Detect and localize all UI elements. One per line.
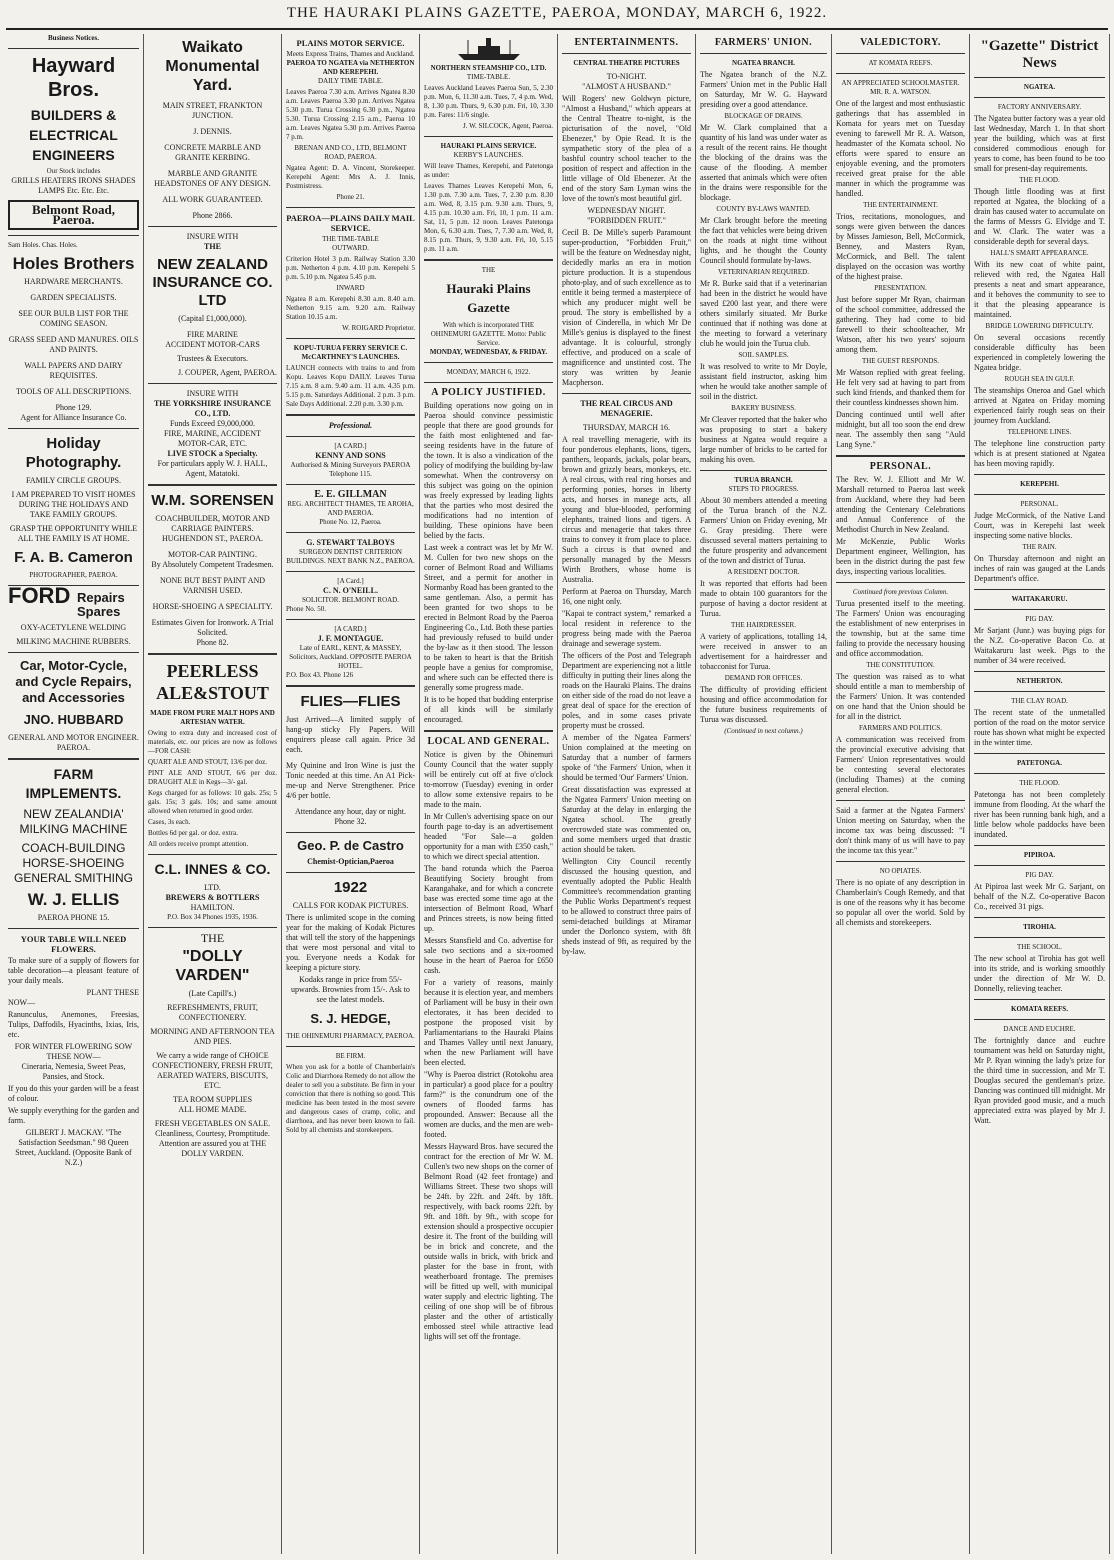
fu-offices: DEMAND FOR OFFICES. <box>724 674 803 682</box>
daily-proprietor: W. ROIGARD Proprietor. <box>342 324 415 332</box>
holes-agent: Agent for Alliance Insurance Co. <box>20 413 127 422</box>
innes-address: HAMILTON. <box>190 903 235 912</box>
circus-p6: Great dissatisfaction was expressed at the Ngatea Farmers' Union meeting on Saturday at the delay in enlarging the Ngatea school. The greatly overcrowded state was commented on, and some members urged that drastic action should be taken. <box>562 785 691 854</box>
hayward-sub1: BUILDERS & <box>30 107 117 123</box>
daily-out-body: Criterion Hotel 3 p.m. Railway Station 3.30 p.m. Netherton 4 p.m. 4.10 p.m. Kerepehi 5 p.m. 5.10 p.m. Ngatea 5.45 p.m. <box>286 255 415 281</box>
peerless-sub: MADE FROM PURE MALT HOPS AND ARTESIAN WATER. <box>150 709 275 726</box>
dolly-line6: FRESH VEGETABLES ON SALE. Cleanliness, Courtesy, Promptitude. Attention are assured you at THE DOLLY VARDEN. <box>154 1119 271 1158</box>
sorensen-line4: By Absolutely Competent Tradesmen. <box>151 560 274 569</box>
fu-p3: Mr Clark brought before the meeting the fact that vehicles were being driven on the roads at night time without lights, and he thought the County Council should formulate by-laws. <box>700 216 827 265</box>
flowers-now: NOW— <box>8 998 36 1007</box>
const-p: The question was raised as to what should entitle a man to membership of the Farmers' Union. It was contended on one hand that the Union should be for all in the district. <box>836 672 965 721</box>
pf-title: THE FLOOD. <box>1019 779 1060 787</box>
nz-couper: J. COUPER, Agent, PAEROA. <box>177 368 277 377</box>
dolly-the: THE <box>200 931 225 945</box>
motor-title: PLAINS MOTOR SERVICE. <box>296 38 405 48</box>
flowers-p2: If you do this your garden will be a feast of colour. <box>8 1084 139 1103</box>
daily-timetable: THE TIME-TABLE <box>322 235 379 243</box>
daily-outward: OUTWARD. <box>332 244 369 252</box>
kerby-body: Leaves Thames Leaves Kerepehi Mon, 6, 1.30 p.m. 7.30 a.m. Tues, 7, 2.30 p.m. 8.30 a.m. Wed, 8, 3.15 p.m. 9.30 a.m. Thurs, 9, 4.15 p.m. 10.30 a.m. Fri, 10, 1 p.m. 11 a.m. Sat, 11, 5 p.m. 12 noon. Leaves Patetonga Mon, 6, 6.30 a.m. Tues, 7, 7.30 a.m. Wed, 8, 8.15 p.m. Thurs, 9, 9.30 a.m. Fri, 10, 5.15 p.m. 11 a.m. <box>424 182 553 253</box>
flowers-list2: Cineraria, Nemesia, Sweet Peas, Pansies, and Stock. <box>21 1062 126 1081</box>
column-7 <box>832 34 970 1554</box>
hayward-address: Belmont Road, Paeroa. <box>8 200 139 230</box>
sorensen-line7: Estimates Given for Ironwork. A Trial Solicited. <box>151 618 274 637</box>
pipiroa-heading: PIPIROA. <box>1023 851 1056 859</box>
sorensen-line2: HUGHENDON ST., PAEROA. <box>161 534 264 543</box>
montague-title: J. F. MONTAGUE. <box>317 634 384 643</box>
holes-line1: HARDWARE MERCHANTS. <box>24 277 123 286</box>
flowers-winter: FOR WINTER FLOWERING SOW THESE NOW— <box>14 1042 133 1061</box>
const-title: THE CONSTITUTION. <box>866 661 935 669</box>
fu-turua: TURUA BRANCH. <box>734 476 793 484</box>
ford-logo: FORD <box>8 583 71 608</box>
ellis-sub: PAEROA PHONE 15. <box>37 913 110 922</box>
cont-prev: Continued from previous Column. <box>852 588 949 596</box>
yorks-funds: Funds Exceed £9,000,000. <box>169 419 256 428</box>
flies-phone: Phone 32. <box>334 817 367 826</box>
motor-route: PAEROA TO NGATEA via NETHERTON AND KEREPEHI. <box>286 59 415 76</box>
circus-p2: Perform at Paeroa on Thursday, March 16, one night only. <box>562 587 691 606</box>
flowers-plant: PLANT THESE <box>86 988 139 997</box>
dolly-line2: MORNING AND AFTERNOON TEA AND PIES. <box>150 1027 275 1046</box>
local-p7: Messrs Hayward Bros. have secured the contract for the erection of Mr W. M. Cullen's two new shops on the corner of Belmont Road (42 feet frontage) and Williams Street. These two shops will be 24ft. by 22ft. and 24ft. by 18ft. respectively, with back rooms 22ft. by 9ft. and 18ft. by 9ft., with scope for extension should a prospective occupier desire it. The front of the building will be in brick and concrete, and the outside walls in brick, with brick and plaster for the base in front, with weatherboard frontage. The premises will be fitted up well, with municipal water supply and electric lighting. The ceiling of one shop will be of fibrous plaster and the other of artistically embossed steel while attractive lead lights will set off the frontage. <box>424 1142 553 1341</box>
column-6 <box>696 34 832 1554</box>
montague-box: P.O. Box 43. Phone 126 <box>286 671 354 679</box>
hayward-stock: Our Stock includes <box>46 167 101 175</box>
dance-p: The fortnightly dance and euchre tournament was held on Saturday night, Mr P. Ryan winning the lady's prize for the third time in succession, and Mr T. Douglas secured the gentleman's prize. Dancing was continued till midnight. Mr Ryan provided good music, and a much appreciated extra was played by Mr J. Watt. <box>974 1036 1105 1125</box>
daily-title: PAEROA—PLAINS DAILY MAIL SERVICE. <box>286 213 415 233</box>
fu-p10: The difficulty of providing efficient housing and office accommodation for the future business requirements of Turua was discussed. <box>700 685 827 724</box>
innes-box: P.O. Box 34 Phones 1935, 1936. <box>167 913 258 921</box>
fu-vet: VETERINARIAN REQUIRED. <box>718 268 809 276</box>
circus-p1: A real travelling menagerie, with its four ponderous elephants, lions, tigers, panthers, leopards, jackals, polar bears, brown and grizzly bears, monkeys, etc. A real circus, with real ring horses and performing ponies, horses in liberty acts, and horses in manege acts, all young and blue-blooded, performing elephants, trained lions and tigers. A circus and menagerie that takes three trains to convey it from place to place. Such a circus is that owned and personally managed by the Messrs Wirth Brothers, whose home is Australia. <box>562 435 691 584</box>
fp-p2: Said a farmer at the Ngatea Farmers' Union meeting on Saturday, when the income tax was being discussed: "I don't think many of us will have to pay the income tax this year." <box>836 806 965 855</box>
innes-title: C.L. INNES & CO. <box>154 861 271 877</box>
nz-fire: FIRE MARINE <box>187 330 238 339</box>
photo-title: Holiday Photography. <box>25 435 122 471</box>
fu-p8: It was reported that efforts had been made to obtain 100 guarantors for the purpose of having a doctor resident at Turua. <box>700 579 827 618</box>
fu-doctor: A RESIDENT DOCTOR. <box>727 568 800 576</box>
flood-title: THE FLOOD. <box>1019 176 1060 184</box>
ent-p2: Cecil B. De Mille's superb Paramount super-production, "Forbidden Fruit," will be the feature on Wednesday night, decidedly marks an era in motion picture production. It is a stupendous photo-play, and of such excellence as to entitle it being termed a masterpiece of which any producer might well be proud. The story is embellished by a vision of Cinderella, in which Mr De Mille's genius is displayed to the finest advantage. It is colourful, strongly effective, and produced on a scale of magnificence and unstinted cost. The story was written by Jeanie Macpherson. <box>562 228 691 387</box>
yorks-line3: For particulars apply W. J. HALL, Agent, Matatoki. <box>157 459 268 478</box>
fu-soil: SOIL SAMPLES. <box>738 351 789 359</box>
oneill-title: C. N. O'NEILL. <box>323 586 378 595</box>
val-title: VALEDICTORY. <box>860 37 941 48</box>
yorks-line2: LIVE STOCK a Specialty. <box>167 449 258 458</box>
ent-film2: "FORBIDDEN FRUIT." <box>587 216 666 225</box>
val-sub: AT KOMATA REEFS. <box>868 59 933 67</box>
val-p5: Dancing continued until well after midnight, but all too soon the end drew near. The assembly then sang "Auld Lang Syne." <box>836 410 965 449</box>
fu-p7: About 30 members attended a meeting of the Turua branch of the N.Z. Farmers' Union on Friday evening, Mr G. Gray presiding. There were discussed several matters pertaining to the future prosperity and advancement of the town and district of Turua. <box>700 496 827 565</box>
ent-tonight: TO-NIGHT. <box>606 72 647 81</box>
mackay: GILBERT J. MACKAY. "The Satisfaction Seedsman." 98 Queen Street, Auckland. (Opposite Bank of N.Z.) <box>15 1128 132 1167</box>
castro-sub: Chemist-Optician,Paeroa <box>307 857 394 866</box>
ship-title: NORTHERN STEAMSHIP CO., LTD. <box>430 64 547 72</box>
val-name: MR. R. A. WATSON. <box>870 88 931 96</box>
fu-p1: The Ngatea branch of the N.Z. Farmers' Union met in the Public Hall on Saturday, Mr W. G. Hayward presiding over a good attendance. <box>700 70 827 109</box>
fu-continued: (Continued in next column.) <box>724 727 803 735</box>
column-2 <box>144 34 282 1554</box>
val-ent: THE ENTERTAINMENT. <box>863 201 938 209</box>
holes-line5: WALL PAPERS AND DAIRY REQUISITES. <box>24 361 123 380</box>
sorensen-line1: COACHBUILDER, MOTOR AND CARRIAGE PAINTERS. <box>155 514 270 533</box>
tel-title: TELEPHONE LINES. <box>1007 428 1072 436</box>
flood-p: Though little flooding was at first reported at Ngatea, the blocking of a drain has caused water to accumulate on the farms of Messrs G. Elvidge and T. and W. Clark. The water was a considerable depth for several days. <box>974 187 1105 246</box>
waikato-line3: ALL WORK GUARANTEED. <box>162 195 263 204</box>
ellis-title: W. J. ELLIS <box>27 890 120 909</box>
val-pres: PRESENTATION. <box>874 284 927 292</box>
paper-title: Hauraki Plains Gazette <box>446 281 531 315</box>
kodak-sub: CALLS FOR KODAK PICTURES. <box>292 901 409 910</box>
fp-p: A communication was received from the provincial executive advising that Farmers' Union representatives would be contesting several electorates (including Thames) at the coming general election. <box>836 735 965 794</box>
circus-p7: Wellington City Council recently discussed the housing question, and eventually adopted the Public Health Committee's recommendation granting the Public Works Department's request to be allowed to construct three pairs of semi-detached buildings at Miramar under the Dorlonco system, with 8ft sheds instead of 9ft, as required by the by-law. <box>562 857 691 956</box>
tirohia-heading: TIROHIA. <box>1023 923 1056 931</box>
kp-p: Judge McCormick, of the Native Land Court, was in Kerepehi last week inspecting some native blocks. <box>974 511 1105 540</box>
sorensen-line3: MOTOR-CAR PAINTING. <box>168 550 257 559</box>
talboys-title: G. STEWART TALBOYS <box>306 538 395 547</box>
ship-body: Leaves Auckland Leaves Paeroa Sun, 5, 2.30 p.m. Mon, 6, 11.30 a.m. Tues, 7, 4 p.m. Wed, 8, 1.30 p.m. Thurs, 9, 6.30 p.m. Fri, 10, 3.30 p.m. Fares: 11/6 single. <box>424 84 553 119</box>
gillman-phone: Phone No. 12, Paeroa. <box>319 518 382 526</box>
firm-title: BE FIRM. <box>335 1052 366 1060</box>
val-p4: Mr Watson replied with great feeling. He felt very sad at having to part from such kind friends, and thanked them for their countless kindnesses shown him. <box>836 368 965 407</box>
val-sub2: AN APPRECIATED SCHOOLMASTER. <box>841 79 960 87</box>
nz-the: THE <box>204 242 221 251</box>
cameron-sub: PHOTOGRAPHER, PAEROA. <box>29 571 118 579</box>
local-p1: Notice is given by the Ohinemuri County Council that the water supply will be entirely cut off at five o'clock to-morrow (Tuesday) evening in order to allow some extensive repairs to be made to the main. <box>424 750 553 809</box>
holes-line4: GRASS SEED AND MANURES. OILS AND PAINTS. <box>8 335 139 354</box>
kerby-title: HAURAKI PLAINS SERVICE. <box>440 142 537 150</box>
clay-p: The recent state of the unmetalled portion of the road on the motor service route has shown what might be expected in the winter time. <box>974 708 1105 747</box>
paper-date: MONDAY, MARCH 6, 1922. <box>446 368 531 376</box>
kp-title: PERSONAL. <box>1020 500 1059 508</box>
talboys-sub: SURGEON DENTIST CRITERION BUILDINGS. NEXT BANK N.Z., PAEROA. <box>286 548 415 565</box>
yorks-title: THE YORKSHIRE INSURANCE CO., LTD. <box>153 399 272 418</box>
bridge-title: BRIDGE LOWERING DIFFICULTY. <box>985 322 1094 330</box>
peerless-p2: QUART ALE AND STOUT, 13/6 per doz. <box>148 758 267 766</box>
kenny-title: KENNY AND SONS <box>315 451 386 460</box>
montague-sub: Late of EARL, KENT, & MASSEY, Solicitors, Auckland. OPPOSITE PAEROA HOTEL. <box>289 644 412 670</box>
fu-p9: A variety of applications, totalling 14, were received in answer to an advertisement for a hairdresser and tobacconist for Turua. <box>700 632 827 671</box>
peerless-p4: Kegs charged for as follows: 10 gals. 25s; 5 gals. 15s; 3 gals. 10s; and same amount allowed when returned in good order. <box>148 789 277 815</box>
fu-title: FARMERS' UNION. <box>714 37 813 48</box>
waikato-address: MAIN STREET, FRANKTON JUNCTION. <box>162 101 263 120</box>
dance-title: DANCE AND EUCHRE. <box>1003 1025 1076 1033</box>
news-title: "Gazette" District News <box>980 38 1099 71</box>
farm-title: FARM IMPLEMENTS. <box>25 766 122 801</box>
holes-line3: SEE OUR BULB LIST FOR THE COMING SEASON. <box>18 309 129 328</box>
circus-title: THE REAL CIRCUS AND MENAGERIE. <box>580 399 673 418</box>
ferry-title: KOPU-TURUA FERRY SERVICE C. McCARTHNEY'S LAUNCHES. <box>293 344 408 361</box>
waikato-phone: Phone 2866. <box>192 211 233 220</box>
school-p: The new school at Tirohia has got well into its stride, and is working smoothly under the direction of Mr W. D. Donnelly, relieving teacher. <box>974 954 1105 993</box>
tel-p: The telephone line construction party which is at present stationed at Ngatea has been moving rapidly. <box>974 439 1105 468</box>
peerless-p6: Bottles 6d per gal. or doz. extra. <box>148 829 239 837</box>
dolly-line3: We carry a wide range of CHOICE CONFECTIONERY, FRESH FRUIT, AERATED WATERS, BISCUITS, ETC. <box>152 1051 273 1090</box>
ford-repairs: Repairs Spares <box>77 590 125 619</box>
ent-p1: Will Rogers' new Goldwyn picture, "Almost a Husband," which appears at the Central Theatre to-night, is the picturisation of the novel, "Old Ebenezer," by Opie Read. It is the sympathetic story of the plea of a bashful country school teacher to the position of respect and affection in the little village of Old Ebenezer. At the end of the story Sam Lyman wins the love of the town's most beautiful girl. <box>562 94 691 203</box>
column-3 <box>282 34 420 1554</box>
photo-line2: I AM PREPARED TO VISIT HOMES DURING THE HOLIDAYS AND TAKE FAMILY GROUPS. <box>11 490 136 519</box>
hayward-sub2: ELECTRICAL <box>29 127 118 143</box>
ngatea-heading: NGATEA. <box>1023 83 1056 91</box>
card3: [A CARD.] <box>334 625 367 633</box>
flies-p1: Just Arrived—A limited supply of hang-up sticky Fly Papers. Will enquirers please call again. Price 3d each. <box>286 715 415 754</box>
column-4 <box>420 34 558 1554</box>
flies-p3: Attendance any hour, day or night. <box>295 807 406 816</box>
school-title: THE SCHOOL. <box>1016 943 1063 951</box>
column-8 <box>970 34 1110 1554</box>
fu-bakery: BAKERY BUSINESS. <box>731 404 796 412</box>
pers-p1: The Rev. W. J. Elliott and Mr W. Marshall returned to Paeroa last week from Auckland, where they had been attending the Centenary Celebrations and Annual Conference of the Methodist Church in New Zealand. <box>836 475 965 534</box>
card2: [A Card.] <box>337 577 364 585</box>
rain-title: THE RAIN. <box>1022 543 1057 551</box>
ship-timetable: TIME-TABLE. <box>466 73 511 81</box>
local-p4: Messrs Stansfield and Co. advertise for sale two sections and a six-roomed house in the heart of Paeroa for £650 cash. <box>424 936 553 975</box>
local-p6: "Why is Paeroa district (Rotokohu area in particular) a good place for a poultry farm?" is the conundrum one of the owners of flooded farms has propounded. Answer: Because all the women are ducks, and the men are web-footed. <box>424 1070 553 1139</box>
fu-p4: Mr R. Burke said that if a veterinarian had been in the district he would have saved £200 last year, and there were others similarly situated. Mr Burke continued that if nothing was done at the meeting to forward a veterinary club he would join the Turua club. <box>700 279 827 348</box>
kenny-phone: Telephone 115. <box>329 470 372 478</box>
paper-sub: With which is incorporated THE OHINEMURI GAZETTE. Motto: Public Service. <box>430 321 547 347</box>
local-p3: The band rotunda which the Paeroa Beautifying Society brought from Karangahake, and for which a concrete base was erected some time ago at the intersection of Belmont Road, Wharf and Princes streets, is now being fitted up. <box>424 864 553 933</box>
sorensen-line5: NONE BUT BEST PAINT AND VARNISH USED. <box>159 576 266 595</box>
oneill-phone: Phone No. 50. <box>286 605 327 613</box>
kodak-year: 1922 <box>333 879 368 896</box>
ent-title: ENTERTAINMENTS. <box>574 37 679 48</box>
sorensen-phone: Phone 82. <box>196 638 229 647</box>
dolly-line4: TEA ROOM SUPPLIES <box>172 1095 253 1104</box>
pig-title: PIG DAY. <box>1025 615 1054 623</box>
masthead-rule <box>6 28 1108 30</box>
masthead: THE HAURAKI PLAINS GAZETTE, PAEROA, MONDAY, MARCH 6, 1922. <box>286 5 828 21</box>
ford-line2: MILKING MACHINE RUBBERS. <box>16 637 131 646</box>
holes-line2: GARDEN SPECIALISTS. <box>30 293 117 302</box>
daily-inward: INWARD <box>336 284 365 292</box>
nz-title: NEW ZEALAND INSURANCE CO. LTD <box>152 256 273 309</box>
dolly-line5: ALL HOME MADE. <box>178 1105 247 1114</box>
peerless-p7: All orders receive prompt attention. <box>148 840 249 848</box>
fu-hair: THE HAIRDRESSER. <box>731 621 796 629</box>
flowers-p3: We supply everything for the garden and farm. <box>8 1106 139 1125</box>
car-title: Car, Motor-Cycle, and Cycle Repairs, and Accessories <box>15 658 132 705</box>
val-p2: Trios, recitations, monologues, and songs were given between the dances by Misses Jamieson, Bell, McCormick, Benney, and Masters Ryan, McCormick, and Bell. The talent displayed on the occasion was worthy of the highest praise. <box>836 212 965 281</box>
sorensen-line6: HORSE-SHOEING A SPECIALITY. <box>152 602 273 611</box>
peerless-p5: Cases, 3s each. <box>148 818 191 826</box>
motor-agent: Ngatea Agent: D. A. Vincent, Storekeeper. Kerepehi Agent: Mrs A. J. Innis, Postmistress. <box>286 164 415 190</box>
kerby-p: Will leave Thames, Kerepehi, and Patetonga as under: <box>424 162 553 179</box>
gillman-title: E. E. GILLMAN <box>314 489 387 500</box>
motor-owners: BRENAN AND CO., LTD, BELMONT ROAD, PAEROA. <box>294 144 407 161</box>
business-notices-heading: Business Notices. <box>48 34 99 42</box>
holes-line6: TOOLS OF ALL DESCRIPTIONS. <box>15 387 132 396</box>
circus-p3: "Kapai te contract system," remarked a local resident in reference to the progress being made with the Paeroa drainage and sewerage system. <box>562 609 691 648</box>
val-p1: One of the largest and most enthusiastic gatherings that has assembled in Komata for years met on Tuesday evening to farewell Mr R. A. Watson, headmaster of the Komata school. No efforts were spared to ensure an enjoyable evening, and the promoters received great praise for the able manner in which the programme was handled. <box>836 99 965 198</box>
kodak-p1: There is unlimited scope in the coming year for the making of Kodak Pictures that will tell the story of the happenings that were most personal and vital to you. Everyone needs a Kodak for keeping a picture story. <box>286 913 415 972</box>
motor-sub: Meets Express Trains, Thames and Auckland. <box>286 50 415 58</box>
farm-line2: COACH-BUILDING HORSE-SHOEING GENERAL SMITHING <box>14 841 133 885</box>
innes-ltd: LTD. <box>204 883 221 892</box>
dolly-line1: REFRESHMENTS, FRUIT, CONFECTIONERY. <box>167 1003 258 1022</box>
ship-agent: J. W. SILCOCK, Agent, Paeroa. <box>462 122 553 130</box>
yorks-insure: INSURE WITH <box>186 389 239 398</box>
waikato-line1: CONCRETE MARBLE AND GRANITE KERBING. <box>164 143 261 162</box>
holes-phone: Phone 129. <box>55 403 92 412</box>
hubbard-sub: GENERAL AND MOTOR ENGINEER. PAEROA. <box>8 733 139 752</box>
flowers-title: YOUR TABLE WILL NEED FLOWERS. <box>20 934 127 954</box>
fu-p6: Mr Cleaver reported that the baker who was proposing to start a bakery business at Ngatea would require a large number of bricks to be carted for making his oven. <box>700 415 827 464</box>
opiates-p: There is no opiate of any description in Chamberlain's Cough Remedy, and that is one of the reasons why it has become so popular all over the world. Sold by all chemists and storekeepers. <box>836 878 965 927</box>
photo-line3: GRASP THE OPPORTUNITY WHILE ALL THE FAMILY IS AT HOME. <box>9 524 138 543</box>
peerless-p3: PINT ALE AND STOUT, 6/6 per doz. DRAUGHT ALE in Kegs—3/- gal. <box>148 769 277 786</box>
fu-p2: Mr W. Clark complained that a quantity of his land was under water as a result of the recent rains. He thought the blocking of the drains was the cause of the flooding. A member asserted that animals which were often in the drains were responsible for the blockage. <box>700 123 827 202</box>
motor-phone: Phone 21. <box>336 193 365 201</box>
cont-p1: Turua presented itself to the meeting. The Farmers' Union was encouraging the establishment of new enterprises in the township, but at the same time failing to provide the necessary housing and office accommodation. <box>836 599 965 658</box>
fu-drains: BLOCKAGE OF DRAINS. <box>724 112 803 120</box>
motor-timetable: DAILY TIME TABLE. <box>318 77 383 85</box>
hall-title: HALL'S SMART APPEARANCE. <box>990 249 1089 257</box>
farm-line1: NEW ZEALANDIA' MILKING MACHINE <box>19 807 128 836</box>
kerepehi-heading: KEREPEHI. <box>1020 480 1059 488</box>
nz-capital: (Capital £1,000,000). <box>178 314 247 323</box>
hayward-title: Hayward Bros. <box>31 55 116 101</box>
circus-p4: The officers of the Post and Telegraph Department are experiencing not a little difficulty in putting their lines along the roads on the Hauraki Plains. The drains on either side of the road do not leave a great deal of space for the erection of poles, and in some cases private property must be crossed. <box>562 651 691 730</box>
pp-p: At Pipiroa last week Mr G. Sarjant, on behalf of the N.Z. Co-operative Bacon Co., received 31 pigs. <box>974 882 1105 911</box>
ent-sub: CENTRAL THEATRE PICTURES <box>573 59 680 67</box>
dolly-sub: (Late Capill's.) <box>188 989 237 998</box>
flies-p2: My Quinine and Iron Wine is just the Tonic needed at this time. An A1 Pick-me-up and Nerve Strengthener. Price 4/6 per bottle. <box>286 761 415 800</box>
policy-title: A POLICY JUSTIFIED. <box>431 387 546 398</box>
clay-title: THE CLAY ROAD. <box>1011 697 1068 705</box>
local-title: LOCAL AND GENERAL. <box>427 736 550 747</box>
hedge-title: S. J. HEDGE, <box>310 1011 391 1026</box>
motor-body: Leaves Paeroa 7.30 a.m. Arrives Ngatea 8.30 a.m. Leaves Paeroa 3.30 p.m. Arrives Ngatea 5.30 p.m. Turua Crossing 6.30 p.m., Ngatea 5.30. Turua Crossing 2.15 a.m., Paeroa 10 a.m. Leaves Ngatea 5.30 p.m. Arrives Paeroa 7 p.m. <box>286 88 415 141</box>
rain-p: On Thursday afternoon and night an inches of rain was gauged at the Lands Department's office. <box>974 554 1105 583</box>
dolly-title: "DOLLY VARDEN" <box>175 948 250 984</box>
nz-trustees: Trustees & Executors. <box>176 354 249 363</box>
circus-date: THURSDAY, MARCH 16. <box>582 423 671 432</box>
paper-the: THE <box>481 266 496 274</box>
flowers-p1: To make sure of a supply of flowers for table decoration—a pleasant feature of your daily meals. <box>8 956 139 985</box>
local-p2: In Mr Cullen's advertising space on our fourth page to-day is an advertisement headed "For Sale—a golden opportunity for a man with £350 cash," to which we direct special attention. <box>424 812 553 861</box>
factory-title: FACTORY ANNIVERSARY. <box>997 103 1082 111</box>
fp-title: FARMERS AND POLITICS. <box>859 724 942 732</box>
cameron-title: F. A. B. Cameron <box>14 549 133 566</box>
pp-title: PIG DAY. <box>1025 871 1054 879</box>
waikato-line2: MARBLE AND GRANITE HEADSTONES OF ANY DESIGN. <box>154 169 271 188</box>
holes-title: Holes Brothers <box>12 254 135 273</box>
pig-p: Mr Sarjant (Junr.) was buying pigs for the N.Z. Co-operative Bacon Co. at Waitakaruru last week. Pigs to the number of 34 were received. <box>974 626 1105 665</box>
val-guest: THE GUEST RESPONDS. <box>861 357 940 365</box>
hayward-items: GRILLS HEATERS IRONS SHADES LAMPS Etc. Etc. Etc. <box>11 176 136 195</box>
ent-film1: "ALMOST A HUSBAND." <box>582 82 671 91</box>
ferry-body: LAUNCH connects with trains to and from Kopu. Leaves Kopu DAILY. Leaves Turua 7.15 a.m. 8 a.m. 9.40 a.m. 11 a.m. 4.35 p.m. 5.15 p.m. Saturdays Additional. 2 p.m. 3 p.m. Sale Days Additional. 2.20 p.m. 3.30 p.m. <box>286 364 415 408</box>
professional-heading: Professional. <box>328 421 373 430</box>
firm-p: When you ask for a bottle of Chamberlain's Colic and Diarrhoea Remedy do not allow the dealer to sell you a substitute. Be firm in your conviction that there is nothing so good. This medicine has been tested in the most severe and dangerous cases of cramp, colic, and diarrhoea, and has never been known to fail. Sold by all chemists and storekeepers. <box>286 1063 415 1134</box>
holes-names: Sam Holes. Chas. Holes. <box>8 241 78 249</box>
kenny-sub: Authorised & Mining Surveyors PAEROA <box>290 461 411 469</box>
policy-p3: It is to be hoped that budding enterprise of all kinds will be similarly encouraged. <box>424 695 553 724</box>
innes-sub: BREWERS & BOTTLERS <box>165 893 260 902</box>
flies-title: FLIES—FLIES <box>300 693 401 710</box>
fu-progress: STEPS TO PROGRESS. <box>728 485 799 493</box>
hall-p: With its new coat of white paint, relieved with red, the Ngatea Hall presents a neat and smart appearance, and it behoves the community to see to it that the pleasing appearance is maintained. <box>974 260 1105 319</box>
card1: [A CARD.] <box>334 442 367 450</box>
hedge-sub: THE OHINEMURI PHARMACY, PAEROA. <box>286 1032 415 1040</box>
sorensen-title: W.M. SORENSEN <box>151 492 274 509</box>
nz-accident: ACCIDENT MOTOR-CARS <box>165 340 260 349</box>
patetonga-heading: PATETONGA. <box>1017 759 1062 767</box>
fu-ngatea: NGATEA BRANCH. <box>732 59 795 67</box>
pers-title: PERSONAL. <box>869 461 932 472</box>
opiates-title: NO OPIATES. <box>879 867 922 875</box>
steamship-icon <box>454 36 524 62</box>
kerby-sub: KERBY'S LAUNCHES. <box>453 151 524 159</box>
komata-heading: KOMATA REEFS. <box>1011 1005 1068 1013</box>
peerless-p1: Owing to extra duty and increased cost of materials, etc. our prices are now as follows—FOR CASH: <box>148 729 277 755</box>
gulf-title: ROUGH SEA IN GULF. <box>1004 375 1075 383</box>
pers-p2: Mr McKenzie, Public Works Department engineer, Wellington, has been in the district during the past few days, inspecting various localities. <box>836 537 965 576</box>
photo-line1: FAMILY CIRCLE GROUPS. <box>26 476 121 485</box>
column-1 <box>4 34 144 1554</box>
policy-p1: Building operations now going on in Paeroa should convince pessimistic people that there are good grounds for the faith most enlightened and far-seeing residents have in the future of the town. It is also a vindication of the policy of modifying the building by-law somewhat. When the controversy on this subject was going on the opinion was freely expressed by leading lights that the parties who most desired the modifications had no intention of building. These opinions have been belied by the facts. <box>424 401 553 540</box>
policy-p2: Last week a contract was let by Mr W. M. Cullen for two new shops on the corner of Belmont Road and Williams Street, and a permit for another in Normanby Road has been granted to the same gentleman. Also, a permit has been granted for two shops to be erected in Belmont Road by the Paeroa Engineering Co., Ltd. Both these parties had previously refused to build under the by-law as it then stood. The lesson to be taken to heart is that the British people have a genius for compromise, and where such can be effected there is generally some progress made. <box>424 543 553 692</box>
pf-p: Patetonga has not been completely immune from flooding. At the wharf the river has been running bank high, and a little below whole paddocks have been inundated. <box>974 790 1105 839</box>
fu-lights: COUNTY BY-LAWS WANTED. <box>716 205 811 213</box>
column-5 <box>558 34 696 1554</box>
oneill-sub: SOLICITOR. BELMONT ROAD. <box>302 596 399 604</box>
local-p5: For a variety of reasons, mainly because it is election year, and members of Parliament will be busy in their own electorates, it has been decided to postpone the proposed visit by Parliamentarians to the Hauraki Plains and Thames Valley until next January, when the new Parliament will have been elected. <box>424 978 553 1067</box>
hayward-sub3: ENGINEERS <box>32 147 115 163</box>
yorks-line1: FIRE, MARINE, ACCIDENT MOTOR-CAR, ETC. <box>164 429 261 448</box>
gulf-p: The steamships Oneroa and Gael which arrived at Ngatea on Friday morning experienced fairly rough seas on their journey from Auckland. <box>974 386 1105 425</box>
waikato-title: Waikato Monumental Yard. <box>165 39 260 94</box>
paper-days: MONDAY, WEDNESDAY, & FRIDAY. <box>429 348 548 356</box>
fu-p5: It was resolved to write to Mr Doyle, assistant field instructor, asking him when he would take another sample of soil in the district. <box>700 362 827 401</box>
castro-title: Geo. P. de Castro <box>297 838 404 853</box>
hubbard-title: JNO. HUBBARD <box>23 712 124 727</box>
circus-p5: A member of the Ngatea Farmers' Union complained at the meeting on Saturday that a number of farmers spoke of "the Farmers' Union, when it should be termed 'Our' Farmers' Union. <box>562 733 691 782</box>
ford-line1: OXY-ACETYLENE WELDING <box>20 623 127 632</box>
waitakaruru-heading: WAITAKARURU. <box>1011 595 1068 603</box>
ford-ad <box>8 583 139 619</box>
netherton-heading: NETHERTON. <box>1016 677 1063 685</box>
peerless-title: PEERLESS ALE&STOUT <box>156 661 269 703</box>
dennis: J. DENNIS. <box>193 127 232 136</box>
kodak-p2: Kodaks range in price from 55/- upwards. Brownies from 15/-. Ask to see the latest models. <box>291 975 410 1004</box>
val-p3: Just before supper Mr Ryan, chairman of the school committee, addressed the gathering. They had come to bid farewell to their schoolteacher, Mr Watson, after his two years' sojourn among them. <box>836 295 965 354</box>
gillman-sub: REG. ARCHITECT THAMES, TE AROHA, AND PAEROA. <box>287 500 414 517</box>
factory-p: The Ngatea butter factory was a year old last Wednesday, March 1. In that short year the building, which was at first considered commodious enough for years to come, has been found to be too small for present-day requirements. <box>974 114 1105 173</box>
flowers-list: Ranunculus, Anemones, Freesias, Tulips, Daffodils, Hyacinths, Ixias, Iris, etc. <box>8 1010 139 1039</box>
daily-in-body: Ngatea 8 a.m. Kerepehi 8.30 a.m. 8.40 a.m. Netherton 9.15 a.m. 9.20 a.m. Railway Station 10.15 a.m. <box>286 295 415 321</box>
bridge-p: On several occasions recently considerable difficulty has been experienced in completely lowering the Ngatea bridge. <box>974 333 1105 372</box>
ent-wed: WEDNESDAY NIGHT. <box>587 206 666 215</box>
nz-insure: INSURE WITH <box>186 232 239 241</box>
